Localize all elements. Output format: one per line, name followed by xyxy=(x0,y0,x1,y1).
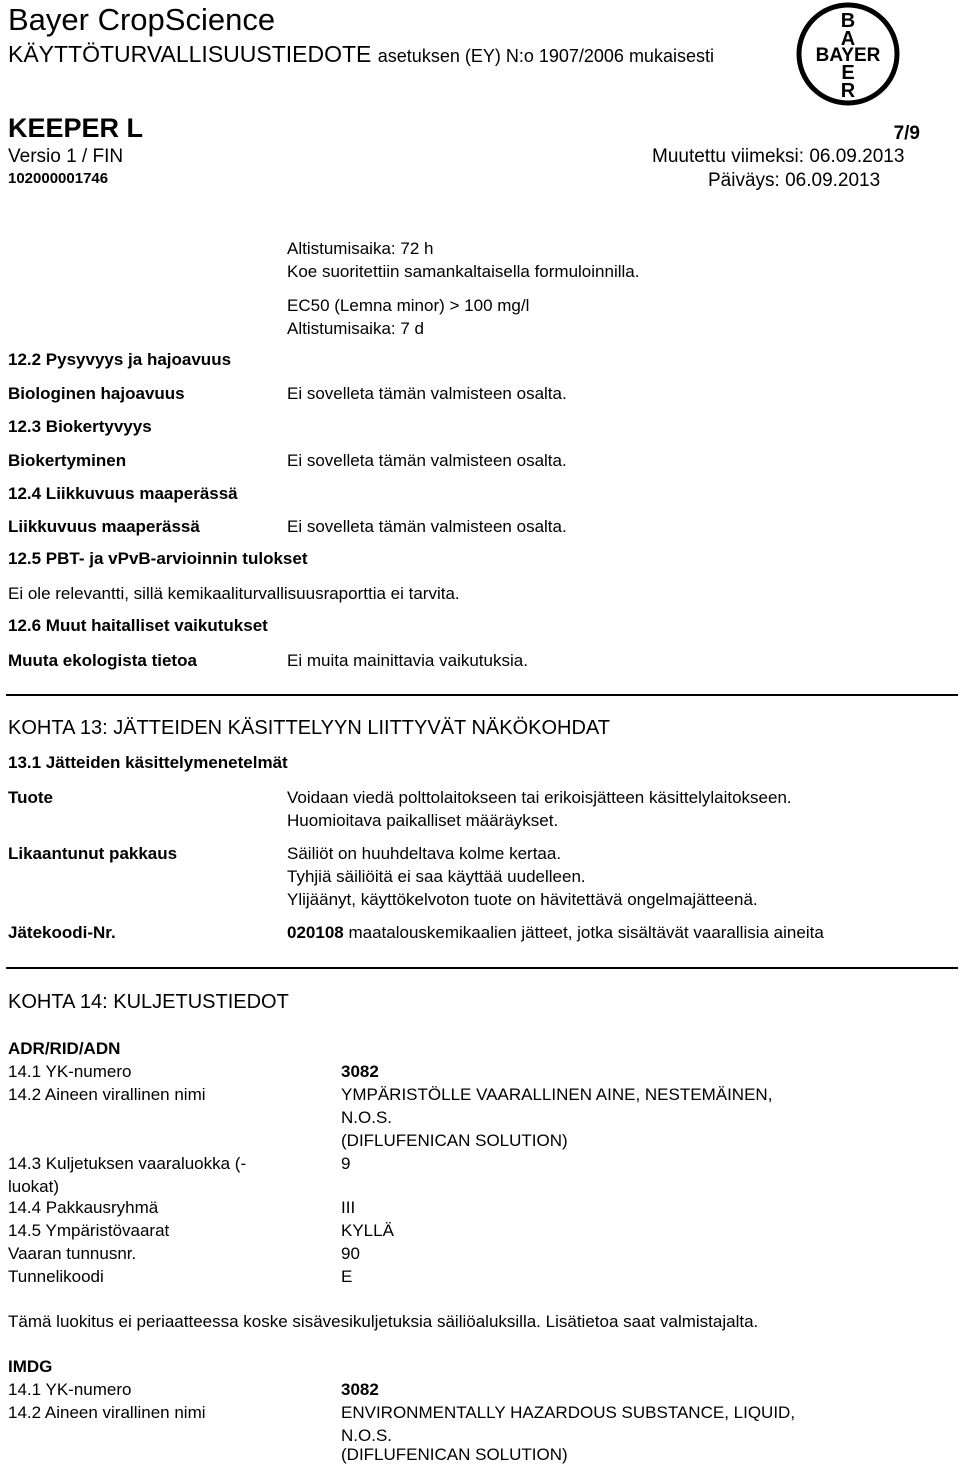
section-14-title: KOHTA 14: KULJETUSTIEDOT xyxy=(8,991,289,1013)
logo-word-bayer: BAYER xyxy=(815,45,881,66)
waste-product-line-1: Voidaan viedä polttolaitokseen tai erikoisjätteen käsittelylaitokseen. xyxy=(287,788,792,807)
logo-letter-e: E xyxy=(841,62,855,84)
waste-code-label: Jätekoodi-Nr. xyxy=(8,923,116,942)
adr-packing-group-label: 14.4 Pakkausryhmä xyxy=(8,1198,159,1217)
bioaccumulation-label: Biokertyminen xyxy=(8,451,127,470)
other-eco-info-value: Ei muita mainittavia vaikutuksia. xyxy=(287,651,528,670)
imdg-un-number-value: 3082 xyxy=(341,1380,379,1399)
brand-name: Bayer CropScience xyxy=(8,2,276,37)
bayer-cross-logo xyxy=(796,2,900,106)
hazard-id-number-value: 90 xyxy=(341,1244,360,1263)
imdg-shipping-name-label: 14.2 Aineen virallinen nimi xyxy=(8,1403,206,1422)
document-date: Päiväys: 06.09.2013 xyxy=(708,170,881,191)
document-title xyxy=(8,41,714,68)
waste-code-entry xyxy=(287,921,824,944)
section-12-4-title: 12.4 Liikkuvuus maaperässä xyxy=(8,484,238,503)
section-13-title: KOHTA 13: JÄTTEIDEN KÄSITTELYYN LIITTYVÄT NÄKÖKOHDAT xyxy=(8,717,610,739)
ec50-lemna: EC50 (Lemna minor) > 100 mg/l xyxy=(287,296,530,315)
waste-product-line-2: Huomioitava paikalliset määräykset. xyxy=(287,811,559,830)
tunnel-code-value: E xyxy=(341,1267,353,1286)
biodegradation-value: Ei sovelleta tämän valmisteen osalta. xyxy=(287,384,567,403)
packaging-line-2: Tyhjiä säiliöitä ei saa käyttää uudelleen. xyxy=(287,867,586,886)
imdg-shipping-name-line-2: N.O.S. xyxy=(341,1426,393,1445)
adr-shipping-name-line-2: N.O.S. xyxy=(341,1108,393,1127)
adr-heading: ADR/RID/ADN xyxy=(8,1039,121,1058)
product-name: KEEPER L xyxy=(8,113,144,143)
waste-product-label: Tuote xyxy=(8,788,54,807)
formulation-note: Koe suoritettiin samankaltaisella formuloinnilla. xyxy=(287,262,640,281)
waste-code: 020108 xyxy=(287,923,344,942)
section-divider xyxy=(6,694,958,696)
packaging-line-3: Ylijäänyt, käyttökelvoton tuote on hävitettävä ongelmajätteenä. xyxy=(287,890,758,909)
exposure-7d: Altistumisaika: 7 d xyxy=(287,319,424,338)
section-12-6-title: 12.6 Muut haitalliset vaikutukset xyxy=(8,616,268,635)
last-modified: Muutettu viimeksi: 06.09.2013 xyxy=(652,146,905,167)
adr-packing-group-value: III xyxy=(341,1198,356,1217)
pbt-assessment-text: Ei ole relevantti, sillä kemikaaliturvallisuusraporttia ei tarvita. xyxy=(8,584,460,603)
biodegradation-label: Biologinen hajoavuus xyxy=(8,384,185,403)
exposure-72h: Altistumisaika: 72 h xyxy=(287,239,434,258)
hazard-id-number-label: Vaaran tunnusnr. xyxy=(8,1244,137,1263)
soil-mobility-label: Liikkuvuus maaperässä xyxy=(8,517,200,536)
adr-un-number-value: 3082 xyxy=(341,1062,379,1081)
adr-hazard-class-value: 9 xyxy=(341,1154,351,1173)
adr-shipping-name-label: 14.2 Aineen virallinen nimi xyxy=(8,1085,206,1104)
contaminated-packaging-label: Likaantunut pakkaus xyxy=(8,844,178,863)
adr-hazard-class-label-line-1: 14.3 Kuljetuksen vaaraluokka (- xyxy=(8,1154,247,1173)
imdg-un-number-label: 14.1 YK-numero xyxy=(8,1380,132,1399)
page-number: 7/9 xyxy=(893,123,920,144)
document-title-main: KÄYTTÖTURVALLISUUSTIEDOTE xyxy=(8,41,372,67)
logo-letter-b: B xyxy=(840,10,856,32)
adr-shipping-name-line-1: YMPÄRISTÖLLE VAARALLINEN AINE, NESTEMÄINEN, xyxy=(341,1085,773,1104)
section-divider xyxy=(6,967,958,969)
document-code: 102000001746 xyxy=(8,170,109,187)
section-12-3-title: 12.3 Biokertyvyys xyxy=(8,417,152,436)
version-info: Versio 1 / FIN xyxy=(8,146,124,167)
waste-code-description: maatalouskemikaalien jätteet, jotka sisältävät vaarallisia aineita xyxy=(348,923,824,942)
soil-mobility-value: Ei sovelleta tämän valmisteen osalta. xyxy=(287,517,567,536)
imdg-heading: IMDG xyxy=(8,1357,53,1376)
inland-waterway-note: Tämä luokitus ei periaatteessa koske sisävesikuljetuksia säiliöaluksilla. Lisätietoa saat valmistajalta. xyxy=(8,1312,759,1331)
adr-environmental-hazard-label: 14.5 Ympäristövaarat xyxy=(8,1221,170,1240)
section-12-5-title: 12.5 PBT- ja vPvB-arvioinnin tulokset xyxy=(8,549,308,568)
other-eco-info-label: Muuta ekologista tietoa xyxy=(8,651,197,670)
section-13-1-title: 13.1 Jätteiden käsittelymenetelmät xyxy=(8,753,288,772)
bioaccumulation-value: Ei sovelleta tämän valmisteen osalta. xyxy=(287,451,567,470)
document-title-regulation: asetuksen (EY) N:o 1907/2006 mukaisesti xyxy=(377,46,714,66)
tunnel-code-label: Tunnelikoodi xyxy=(8,1267,104,1286)
adr-environmental-hazard-value: KYLLÄ xyxy=(341,1221,394,1240)
imdg-shipping-name-line-1: ENVIRONMENTALLY HAZARDOUS SUBSTANCE, LIQUID, xyxy=(341,1403,796,1422)
packaging-line-1: Säiliöt on huuhdeltava kolme kertaa. xyxy=(287,844,562,863)
logo-letter-r: R xyxy=(840,80,856,102)
imdg-shipping-name-line-3: (DIFLUFENICAN SOLUTION) xyxy=(341,1445,568,1464)
adr-un-number-label: 14.1 YK-numero xyxy=(8,1062,132,1081)
adr-shipping-name-line-3: (DIFLUFENICAN SOLUTION) xyxy=(341,1131,568,1150)
section-12-2-title: 12.2 Pysyvyys ja hajoavuus xyxy=(8,350,232,369)
logo-letter-a: A xyxy=(840,28,856,50)
adr-hazard-class-label-line-2: luokat) xyxy=(8,1177,60,1196)
